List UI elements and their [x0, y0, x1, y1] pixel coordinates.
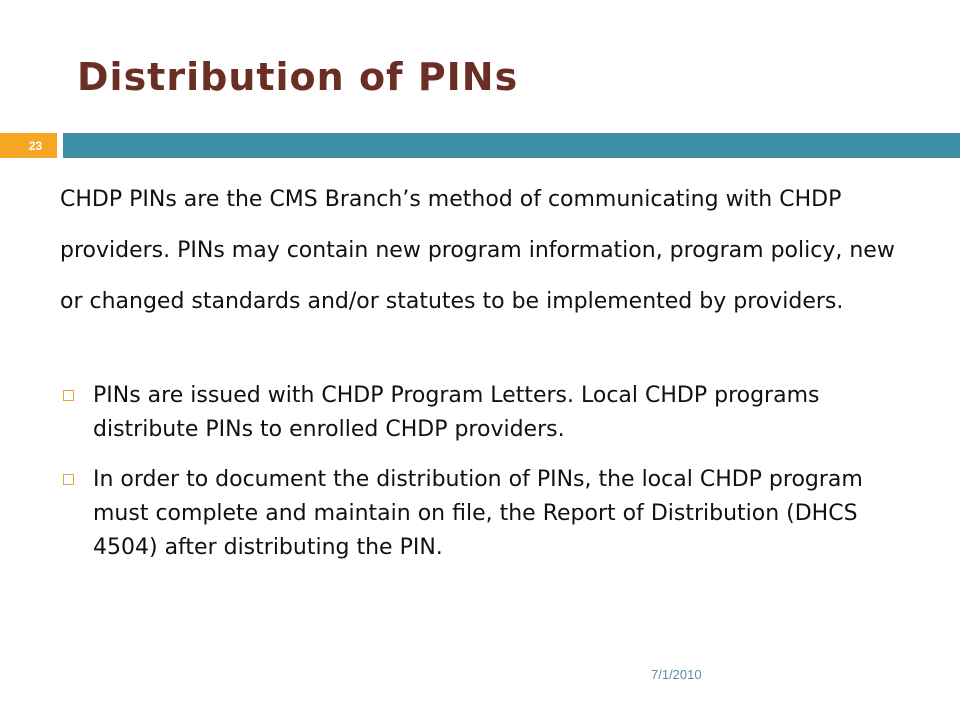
page-number-badge: 23	[0, 133, 57, 158]
header-accent-bar	[63, 133, 960, 158]
hollow-square-bullet-icon	[63, 390, 74, 401]
slide-title: Distribution of PINs	[77, 55, 519, 99]
bullet-text: In order to document the distribution of PINs, the local CHDP program must complete and maintain on file, the Report of Distribution (DHCS 4504) after distributing the PIN.	[93, 467, 863, 560]
hollow-square-bullet-icon	[63, 474, 74, 485]
bullet-item	[60, 379, 910, 447]
intro-paragraph: CHDP PINs are the CMS Branch’s method of communicating with CHDP providers. PINs may contain new program information, program policy, new or changed standards and/or statutes to be implemented by providers.	[60, 187, 895, 314]
bullet-list	[60, 379, 910, 565]
footer-date: 7/1/2010	[651, 667, 702, 682]
bullet-text: PINs are issued with CHDP Program Letters. Local CHDP programs distribute PINs to enrolled CHDP providers.	[93, 383, 820, 442]
bullet-item	[60, 463, 910, 565]
